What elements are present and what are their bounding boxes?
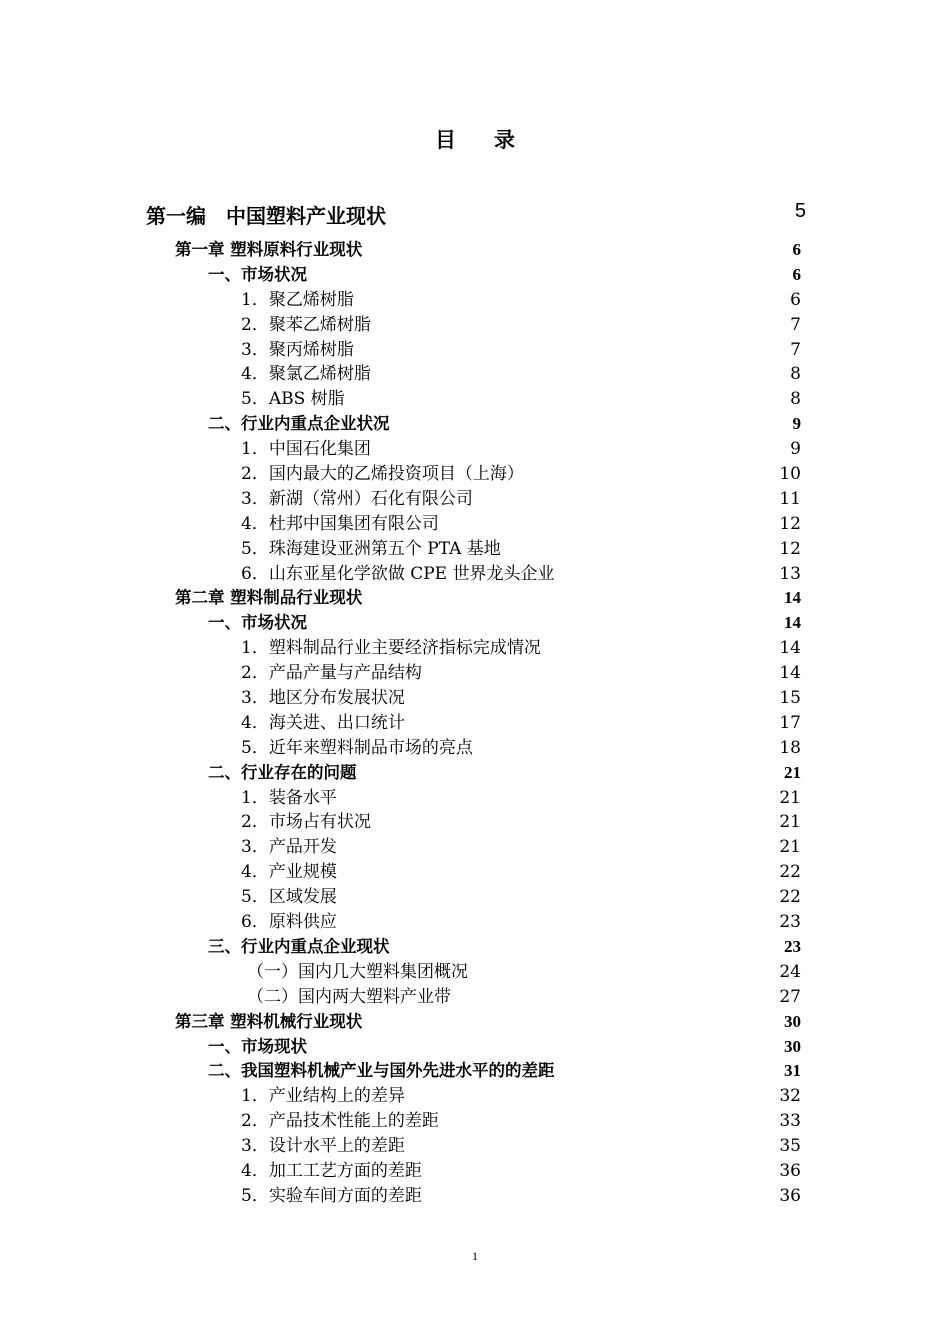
toc-entry-page: 10 xyxy=(779,464,801,485)
toc-entry-page: 15 xyxy=(779,688,801,709)
toc-subsection-entry[interactable] xyxy=(0,711,950,736)
toc-entry-page: 9 xyxy=(790,439,801,460)
toc-entry-label: 2．市场占有状况 xyxy=(241,812,371,833)
toc-entry-page: 14 xyxy=(784,588,801,608)
toc-subsection-entry[interactable] xyxy=(0,387,950,412)
toc-subsection-entry[interactable] xyxy=(0,985,950,1010)
toc-entry-label: 一、市场现状 xyxy=(208,1036,307,1056)
toc-entry-label: 2．国内最大的乙烯投资项目（上海） xyxy=(241,464,524,485)
toc-subsection-entry[interactable] xyxy=(0,487,950,512)
toc-entry-label: （一）国内几大塑料集团概况 xyxy=(247,961,468,982)
toc-entry-page: 30 xyxy=(784,1036,801,1056)
toc-entry-label: 6．原料供应 xyxy=(241,912,337,933)
toc-entry-page: 17 xyxy=(779,712,801,733)
toc-entry-label: 5．实验车间方面的差距 xyxy=(241,1185,422,1206)
toc-entry-page: 6 xyxy=(790,289,801,310)
page-title: 目录 xyxy=(435,128,553,152)
toc-chapter-entry[interactable] xyxy=(0,586,950,611)
toc-entry-page: 8 xyxy=(790,389,801,410)
toc-entry-label: 6．山东亚星化学欲做 CPE 世界龙头企业 xyxy=(241,563,555,584)
toc-subsection-entry[interactable] xyxy=(0,512,950,537)
toc-entry-label: 1．塑料制品行业主要经济指标完成情况 xyxy=(241,638,541,659)
toc-subsection-entry[interactable] xyxy=(0,736,950,761)
toc-subsection-entry[interactable] xyxy=(0,437,950,462)
toc-entry-label: 二、行业存在的问题 xyxy=(208,762,357,782)
toc-entry-page: 23 xyxy=(779,912,801,933)
toc-entry-label: 5．ABS 树脂 xyxy=(241,389,345,410)
toc-entry-page: 35 xyxy=(779,1136,801,1157)
toc-part-heading[interactable] xyxy=(146,200,806,230)
toc-part-page: 5 xyxy=(794,200,806,222)
toc-section-entry[interactable] xyxy=(0,412,950,437)
toc-subsection-entry[interactable] xyxy=(0,661,950,686)
toc-entry-label: 3．设计水平上的差距 xyxy=(241,1136,405,1157)
toc-section-entry[interactable] xyxy=(0,761,950,786)
toc-entry-page: 13 xyxy=(779,563,801,584)
toc-section-entry[interactable] xyxy=(0,935,950,960)
toc-entry-label: 第一章 塑料原料行业现状 xyxy=(175,240,363,259)
toc-entry-page: 36 xyxy=(779,1160,801,1181)
toc-entry-label: 3．产品开发 xyxy=(241,837,337,858)
toc-subsection-entry[interactable] xyxy=(0,562,950,587)
toc-subsection-entry[interactable] xyxy=(0,1109,950,1134)
toc-entry-page: 14 xyxy=(779,663,801,684)
toc-subsection-entry[interactable] xyxy=(0,313,950,338)
toc-section-entry[interactable] xyxy=(0,263,950,288)
toc-chapter-entry[interactable] xyxy=(0,238,950,263)
toc-entry-page: 9 xyxy=(792,414,801,434)
toc-subsection-entry[interactable] xyxy=(0,636,950,661)
toc-section-entry[interactable] xyxy=(0,611,950,636)
toc-entry-page: 21 xyxy=(779,787,801,808)
toc-entry-page: 31 xyxy=(784,1061,801,1081)
toc-part-label: 第一编 中国塑料产业现状 xyxy=(146,204,386,228)
toc-entry-label: 1．装备水平 xyxy=(241,787,337,808)
toc-subsection-entry[interactable] xyxy=(0,1084,950,1109)
toc-entry-label: 二、行业内重点企业状况 xyxy=(208,414,390,434)
toc-entry-label: 一、市场状况 xyxy=(208,613,307,633)
toc-entry-page: 8 xyxy=(790,364,801,385)
toc-entry-page: 6 xyxy=(792,264,801,284)
toc-entry-label: 第三章 塑料机械行业现状 xyxy=(175,1011,363,1031)
toc-entry-page: 7 xyxy=(790,339,801,360)
toc-entry-label: 4．产业规模 xyxy=(241,862,337,883)
toc-entry-page: 24 xyxy=(779,961,801,982)
toc-entry-label: 1．聚乙烯树脂 xyxy=(241,289,354,310)
page-number: 1 xyxy=(472,1249,478,1263)
toc-entry-label: 4．杜邦中国集团有限公司 xyxy=(241,513,439,534)
toc-entry-label: 4．加工工艺方面的差距 xyxy=(241,1160,422,1181)
toc-chapter-entry[interactable] xyxy=(0,1010,950,1035)
toc-subsection-entry[interactable] xyxy=(0,537,950,562)
toc-subsection-entry[interactable] xyxy=(0,1184,950,1209)
toc-entry-page: 30 xyxy=(784,1011,801,1031)
toc-subsection-entry[interactable] xyxy=(0,910,950,935)
toc-entry-label: 3．新湖（常州）石化有限公司 xyxy=(241,488,473,509)
toc-subsection-entry[interactable] xyxy=(0,338,950,363)
toc-entry-label: 2．产品技术性能上的差距 xyxy=(241,1111,439,1132)
toc-entry-label: 2．聚苯乙烯树脂 xyxy=(241,314,371,335)
toc-entry-page: 32 xyxy=(779,1086,801,1107)
toc-entry-label: 4．聚氯乙烯树脂 xyxy=(241,364,371,385)
toc-entry-page: 11 xyxy=(779,488,801,509)
toc-section-entry[interactable] xyxy=(0,1059,950,1084)
toc-subsection-entry[interactable] xyxy=(0,1159,950,1184)
toc-entry-page: 18 xyxy=(779,737,801,758)
toc-entry-page: 12 xyxy=(779,538,801,559)
toc-entry-label: 2．产品产量与产品结构 xyxy=(241,663,422,684)
toc-subsection-entry[interactable] xyxy=(0,960,950,985)
toc-entry-label: 1．产业结构上的差异 xyxy=(241,1086,405,1107)
toc-entry-page: 21 xyxy=(779,837,801,858)
toc-entry-label: 3．聚丙烯树脂 xyxy=(241,339,354,360)
toc-entry-label: （二）国内两大塑料产业带 xyxy=(247,986,451,1007)
toc-subsection-entry[interactable] xyxy=(0,860,950,885)
toc-entry-page: 7 xyxy=(790,314,801,335)
toc-entry-label: 3．地区分布发展状况 xyxy=(241,688,405,709)
toc-entry-page: 22 xyxy=(779,887,801,908)
toc-entry-page: 14 xyxy=(784,613,801,633)
toc-subsection-entry[interactable] xyxy=(0,810,950,835)
toc-entry-label: 第二章 塑料制品行业现状 xyxy=(175,588,363,608)
toc-entry-page: 22 xyxy=(779,862,801,883)
toc-entry-label: 三、行业内重点企业现状 xyxy=(208,936,390,956)
toc-entry-page: 21 xyxy=(779,812,801,833)
toc-entry-page: 21 xyxy=(784,762,801,782)
table-of-contents xyxy=(0,238,950,1209)
toc-entry-label: 4．海关进、出口统计 xyxy=(241,712,405,733)
toc-entry-label: 二、我国塑料机械产业与国外先进水平的的差距 xyxy=(208,1061,555,1081)
toc-subsection-entry[interactable] xyxy=(0,1134,950,1159)
toc-entry-page: 23 xyxy=(784,936,801,956)
toc-entry-label: 5．珠海建设亚洲第五个 PTA 基地 xyxy=(241,538,501,559)
toc-entry-page: 6 xyxy=(792,240,801,259)
toc-entry-page: 14 xyxy=(779,638,801,659)
toc-subsection-entry[interactable] xyxy=(0,835,950,860)
toc-subsection-entry[interactable] xyxy=(0,462,950,487)
toc-entry-label: 1．中国石化集团 xyxy=(241,439,371,460)
toc-entry-label: 5．区域发展 xyxy=(241,887,337,908)
toc-subsection-entry[interactable] xyxy=(0,288,950,313)
toc-entry-page: 33 xyxy=(779,1111,801,1132)
toc-subsection-entry[interactable] xyxy=(0,686,950,711)
toc-entry-page: 27 xyxy=(779,986,801,1007)
toc-subsection-entry[interactable] xyxy=(0,786,950,811)
toc-subsection-entry[interactable] xyxy=(0,362,950,387)
toc-entry-page: 12 xyxy=(779,513,801,534)
toc-entry-page: 36 xyxy=(779,1185,801,1206)
toc-subsection-entry[interactable] xyxy=(0,885,950,910)
toc-entry-label: 5．近年来塑料制品市场的亮点 xyxy=(241,737,473,758)
toc-section-entry[interactable] xyxy=(0,1035,950,1060)
toc-entry-label: 一、市场状况 xyxy=(208,264,307,284)
